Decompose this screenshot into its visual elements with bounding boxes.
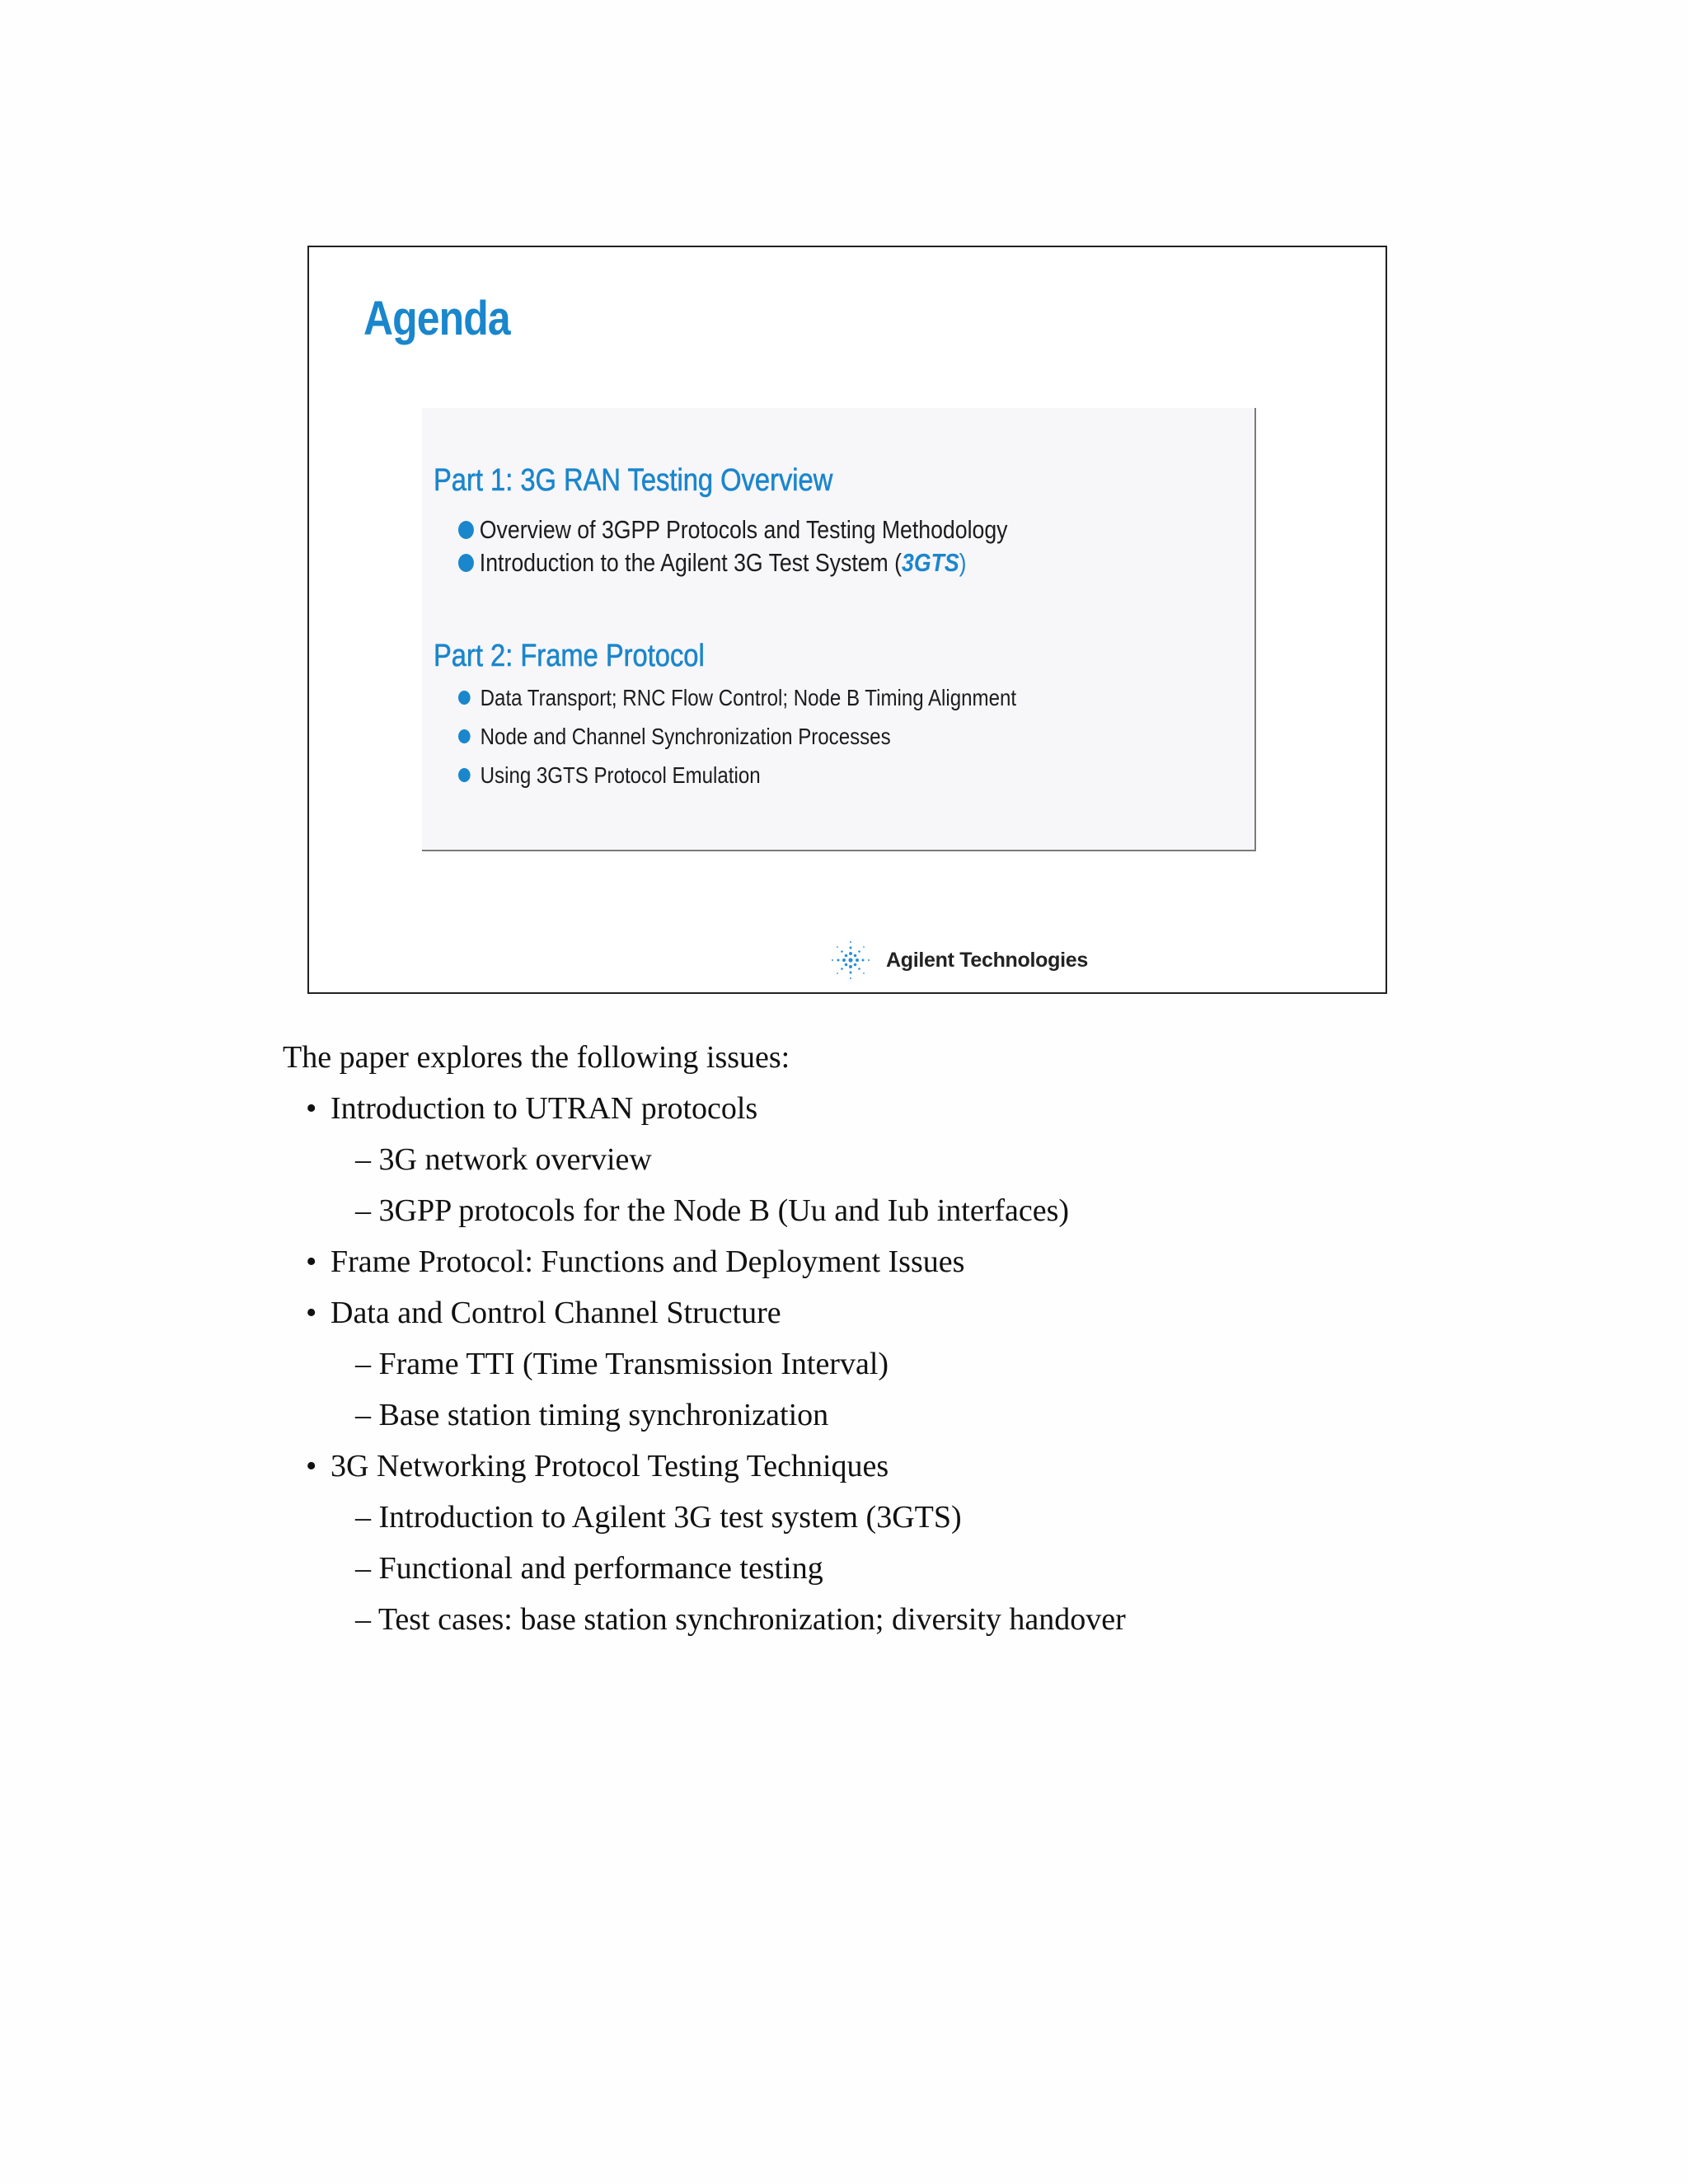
bullet-dot-icon [458,691,471,705]
topic-label: Introduction to UTRAN protocols [331,1091,758,1126]
dash-icon: – [355,1142,371,1177]
subtopic-item [283,1390,1519,1441]
part1-item [458,513,1007,546]
abbrev-3gts: 3GTS [902,548,959,577]
bullet-dot-icon [458,768,471,782]
subtopic-label: Functional and performance testing [378,1551,823,1586]
agilent-spark-icon [828,938,873,982]
bullet-dot-icon [458,554,474,572]
part2-item [458,678,1016,717]
bullet-icon: • [306,1449,317,1483]
subtopic-item [283,1543,1519,1594]
subtopic-item [283,1338,1519,1390]
part1-item-text: Introduction to the Agilent 3G Test System ( [479,548,903,577]
agilent-logo [828,938,1088,982]
intro-text: The paper explores the following issues: [283,1040,790,1075]
bullet-dot-icon [458,521,474,539]
topic-list [283,1083,1519,1645]
subtopic-item [283,1594,1519,1645]
part1-item [458,546,1007,579]
part1-item-text: Overview of 3GPP Protocols and Testing Methodology [479,515,1008,544]
subtopic-item [283,1134,1519,1185]
bullet-dot-icon [458,729,471,743]
topic-item [283,1236,1519,1287]
subtopic-label: Base station timing synchronization [378,1398,829,1432]
subtopic-label: Introduction to Agilent 3G test system (3GTS) [378,1500,962,1535]
subtopic-label: Frame TTI (Time Transmission Interval) [378,1347,889,1381]
dash-icon: – [355,1500,371,1535]
subtopic-list [283,1338,1519,1441]
topic-label: Data and Control Channel Structure [331,1296,781,1330]
subtopic-item [283,1185,1519,1236]
part2-item [458,756,1016,794]
part2-heading: Part 2: Frame Protocol [434,639,705,673]
subtopic-list [283,1492,1519,1645]
subtopic-label: 3G network overview [378,1142,652,1177]
agenda-box [422,408,1256,851]
topic-item [283,1083,1519,1236]
dash-icon: – [355,1347,371,1381]
dash-icon: – [355,1551,371,1586]
part1-list [458,513,1007,579]
part2-list [458,678,1016,794]
bullet-icon: • [306,1091,317,1126]
bullet-icon: • [306,1296,317,1330]
abbrev-close: ) [959,548,967,577]
agenda-slide [307,246,1387,994]
topic-label: Frame Protocol: Functions and Deployment Issues [331,1244,965,1279]
topic-item [283,1287,1519,1441]
dash-icon: – [355,1193,371,1228]
part2-item-text: Data Transport; RNC Flow Control; Node B Timing Alignment [480,684,1017,710]
part2-item [458,717,1016,756]
logo-text: Agilent Technologies [886,948,1088,972]
subtopic-item [283,1492,1519,1543]
topic-item [283,1441,1519,1645]
dash-icon: – [355,1602,371,1637]
part2-item-text: Using 3GTS Protocol Emulation [480,762,761,788]
bullet-icon: • [306,1244,317,1279]
body-text [283,1032,1519,1645]
part2-item-text: Node and Channel Synchronization Processes [480,723,891,749]
subtopic-label: Test cases: base station synchronization; diversity handover [377,1602,1126,1637]
dash-icon: – [355,1398,371,1432]
slide-title: Agenda [363,292,510,345]
subtopic-label: 3GPP protocols for the Node B (Uu and Iub interfaces) [378,1193,1070,1228]
part1-heading: Part 1: 3G RAN Testing Overview [434,463,833,498]
subtopic-list [283,1134,1519,1236]
topic-label: 3G Networking Protocol Testing Techniques [331,1449,889,1483]
